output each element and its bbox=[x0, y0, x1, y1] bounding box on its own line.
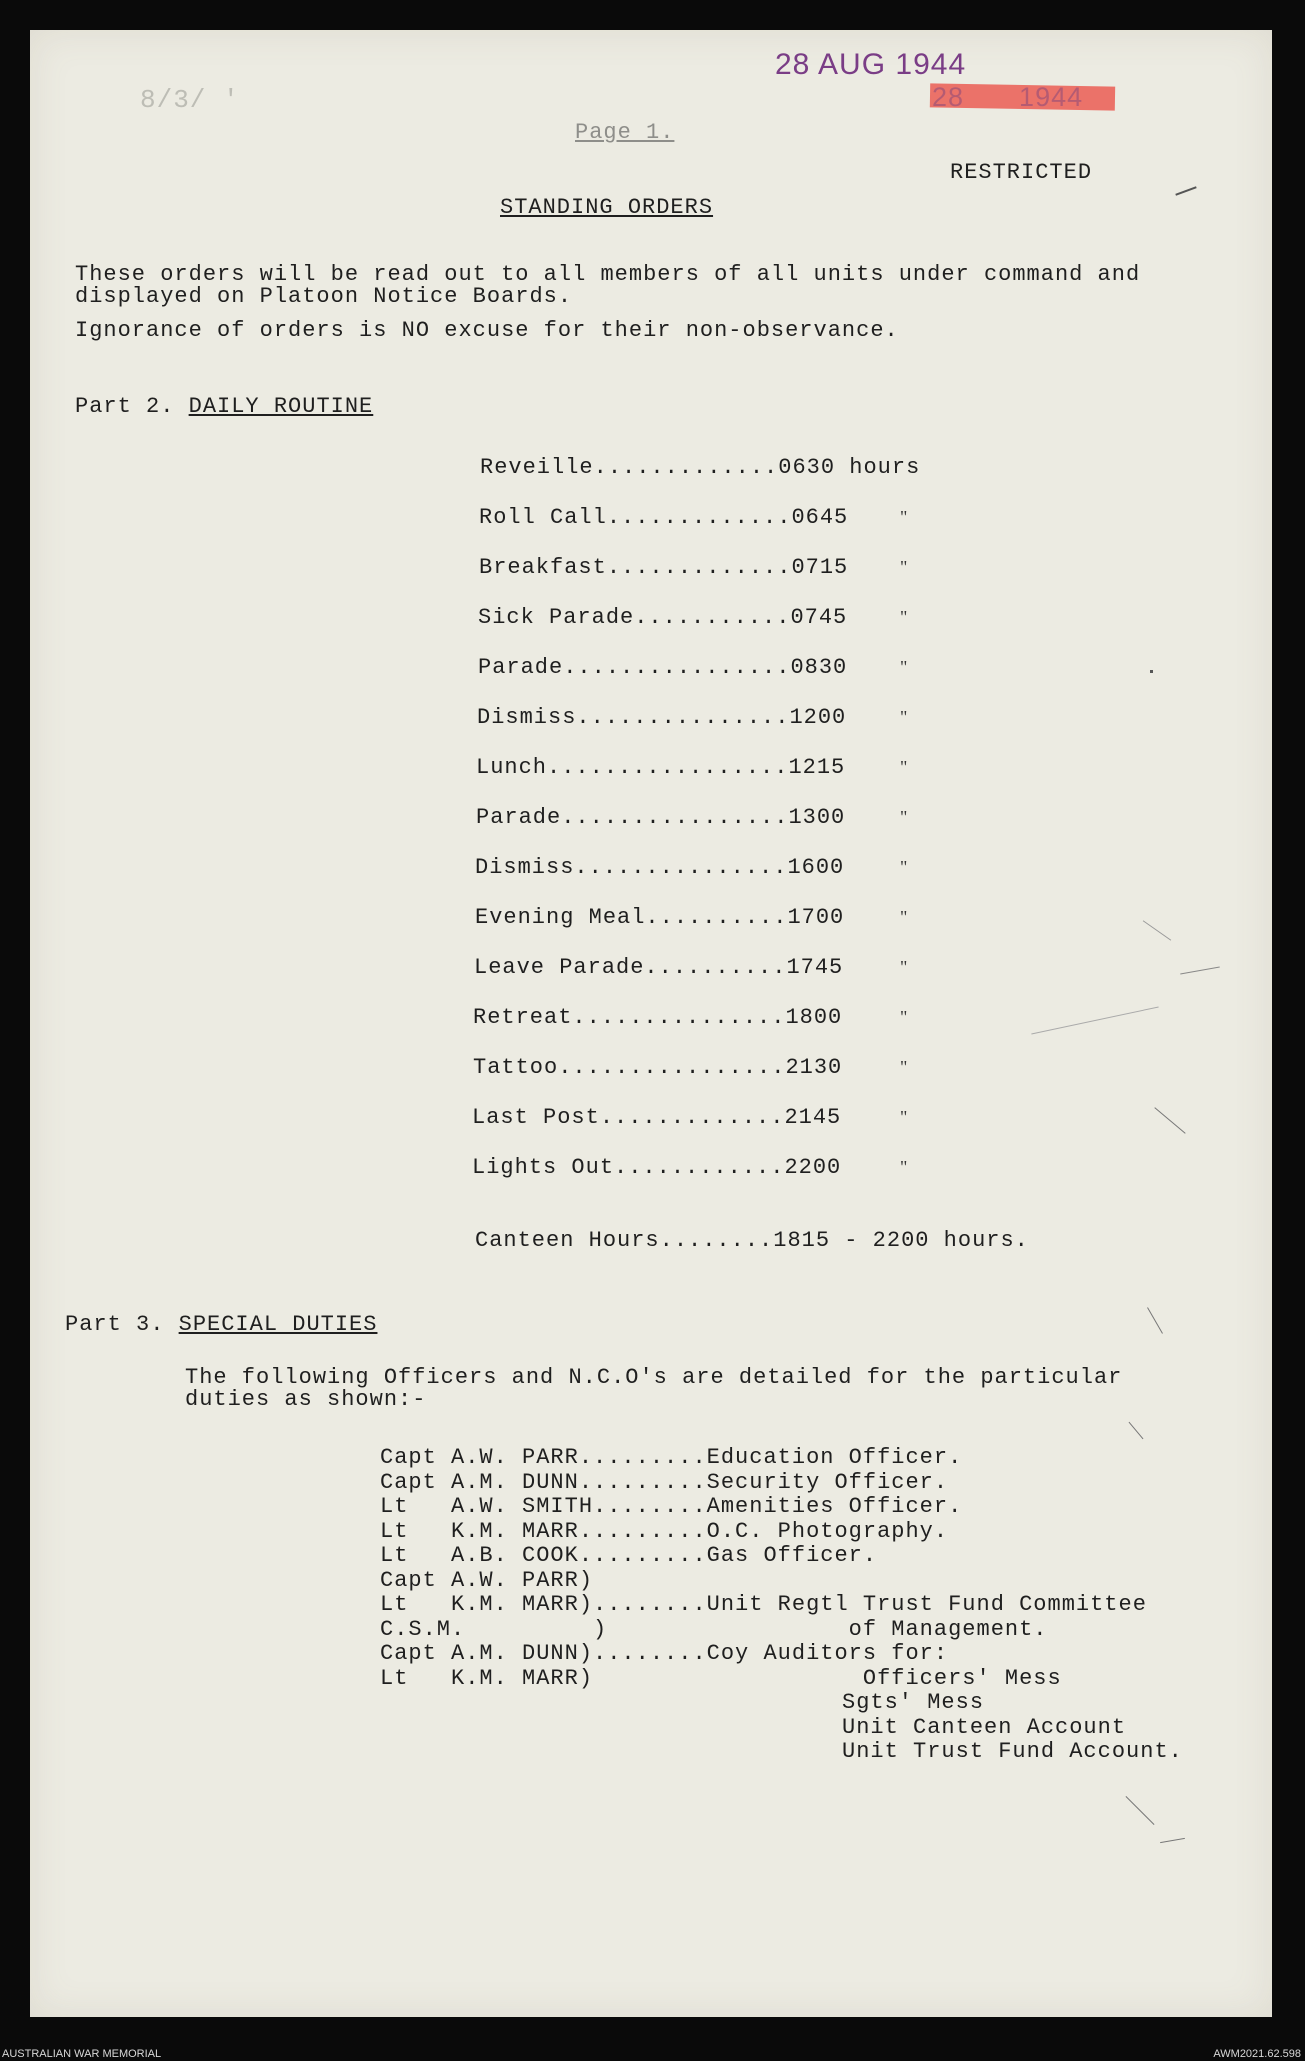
part3-label: Part 3. bbox=[65, 1312, 165, 1337]
ditto-mark: " bbox=[900, 507, 908, 527]
stray-mark bbox=[1175, 186, 1196, 195]
part2-heading: DAILY ROUTINE bbox=[188, 394, 374, 419]
ditto-mark: " bbox=[900, 957, 908, 977]
duty-line: Capt A.M. DUNN)........Coy Auditors for: bbox=[380, 1641, 949, 1666]
routine-row: Dismiss...............1600 bbox=[475, 855, 845, 880]
duty-line: Lt K.M. MARR) Officers' Mess bbox=[380, 1665, 1062, 1691]
routine-row: Reveille.............0630 hours bbox=[480, 455, 921, 480]
routine-row: Retreat...............1800 bbox=[473, 1005, 843, 1030]
part2-label: Part 2. bbox=[75, 394, 175, 419]
routine-row: Roll Call.............0645 bbox=[479, 505, 849, 530]
document-title: STANDING ORDERS bbox=[500, 195, 714, 220]
routine-row: Last Post.............2145 bbox=[472, 1105, 842, 1130]
ditto-mark: " bbox=[900, 1107, 908, 1127]
intro-line-2: displayed on Platoon Notice Boards. bbox=[75, 284, 573, 309]
auditor-item: Unit Canteen Account bbox=[842, 1714, 1127, 1740]
ditto-mark: " bbox=[900, 757, 908, 777]
ditto-mark: " bbox=[900, 607, 908, 627]
routine-row: Parade................1300 bbox=[476, 805, 846, 830]
stray-mark bbox=[1147, 1307, 1163, 1333]
duty-line: Capt A.M. DUNN.........Security Officer. bbox=[380, 1469, 949, 1495]
intro-line-1: These orders will be read out to all members of all units under command and bbox=[75, 262, 1141, 287]
intro-line-3: Ignorance of orders is NO excuse for their non-observance. bbox=[75, 318, 899, 343]
duty-line: Lt A.W. SMITH........Amenities Officer. bbox=[380, 1494, 963, 1519]
routine-row: Lunch.................1215 bbox=[476, 755, 846, 780]
canteen-hours: Canteen Hours........1815 - 2200 hours. bbox=[475, 1228, 1029, 1253]
stray-mark bbox=[1150, 670, 1153, 673]
ditto-mark: " bbox=[900, 1157, 908, 1177]
ditto-mark: " bbox=[900, 857, 908, 877]
document-page bbox=[30, 30, 1272, 2017]
routine-row: Leave Parade..........1745 bbox=[474, 955, 844, 980]
struck-date-day: 28 1944 bbox=[932, 82, 1084, 112]
duty-line: Lt K.M. MARR.........O.C. Photography. bbox=[380, 1518, 949, 1544]
ditto-mark: " bbox=[900, 707, 908, 727]
duty-line: C.S.M. ) of Management. bbox=[380, 1616, 1048, 1642]
duty-line: Capt A.W. PARR) bbox=[380, 1567, 594, 1593]
auditor-item: Sgts' Mess bbox=[842, 1690, 985, 1715]
classification-label: RESTRICTED bbox=[950, 160, 1093, 185]
footer-accession-number: AWM2021.62.598 bbox=[1213, 2048, 1301, 2060]
pencil-mark: 8/3/ ' bbox=[140, 85, 240, 115]
ditto-mark: " bbox=[900, 557, 908, 577]
ditto-mark: " bbox=[900, 807, 908, 827]
routine-row: Sick Parade...........0745 bbox=[478, 605, 848, 630]
stray-mark bbox=[1031, 1006, 1158, 1034]
footer bbox=[0, 2048, 1305, 2061]
duty-line: Lt K.M. MARR)........Unit Regtl Trust Fund Committee bbox=[380, 1592, 1147, 1617]
ditto-mark: " bbox=[900, 907, 908, 927]
footer-institution: AUSTRALIAN WAR MEMORIAL bbox=[2, 2048, 162, 2060]
part3-heading: SPECIAL DUTIES bbox=[178, 1312, 378, 1337]
stray-mark bbox=[1129, 1422, 1144, 1439]
page-label: Page 1. bbox=[575, 120, 675, 145]
part2-heading-row bbox=[75, 394, 373, 419]
routine-row: Dismiss...............1200 bbox=[477, 705, 847, 730]
duty-line: Capt A.W. PARR.........Education Officer. bbox=[380, 1445, 963, 1470]
routine-row: Tattoo................2130 bbox=[473, 1055, 843, 1080]
ditto-mark: " bbox=[900, 657, 908, 677]
stray-mark bbox=[1154, 1107, 1185, 1133]
stray-mark bbox=[1180, 967, 1220, 975]
part3-heading-row bbox=[65, 1312, 377, 1337]
ditto-mark: " bbox=[900, 1057, 908, 1077]
stray-mark bbox=[1160, 1838, 1185, 1843]
auditor-item: Unit Trust Fund Account. bbox=[842, 1739, 1183, 1764]
date-stamp: 28 AUG 1944 bbox=[775, 48, 967, 81]
stray-mark bbox=[1126, 1796, 1155, 1825]
part3-intro-line-2: duties as shown:- bbox=[185, 1387, 427, 1412]
ditto-mark: " bbox=[900, 1007, 908, 1027]
routine-row: Lights Out............2200 bbox=[472, 1155, 842, 1180]
routine-row: Parade................0830 bbox=[478, 655, 848, 680]
stray-mark bbox=[1143, 920, 1171, 940]
part3-intro-line-1: The following Officers and N.C.O's are detailed for the particular bbox=[185, 1365, 1123, 1390]
routine-row: Breakfast.............0715 bbox=[479, 555, 849, 580]
duty-line: Lt A.B. COOK.........Gas Officer. bbox=[380, 1543, 878, 1568]
routine-row: Evening Meal..........1700 bbox=[475, 905, 845, 930]
